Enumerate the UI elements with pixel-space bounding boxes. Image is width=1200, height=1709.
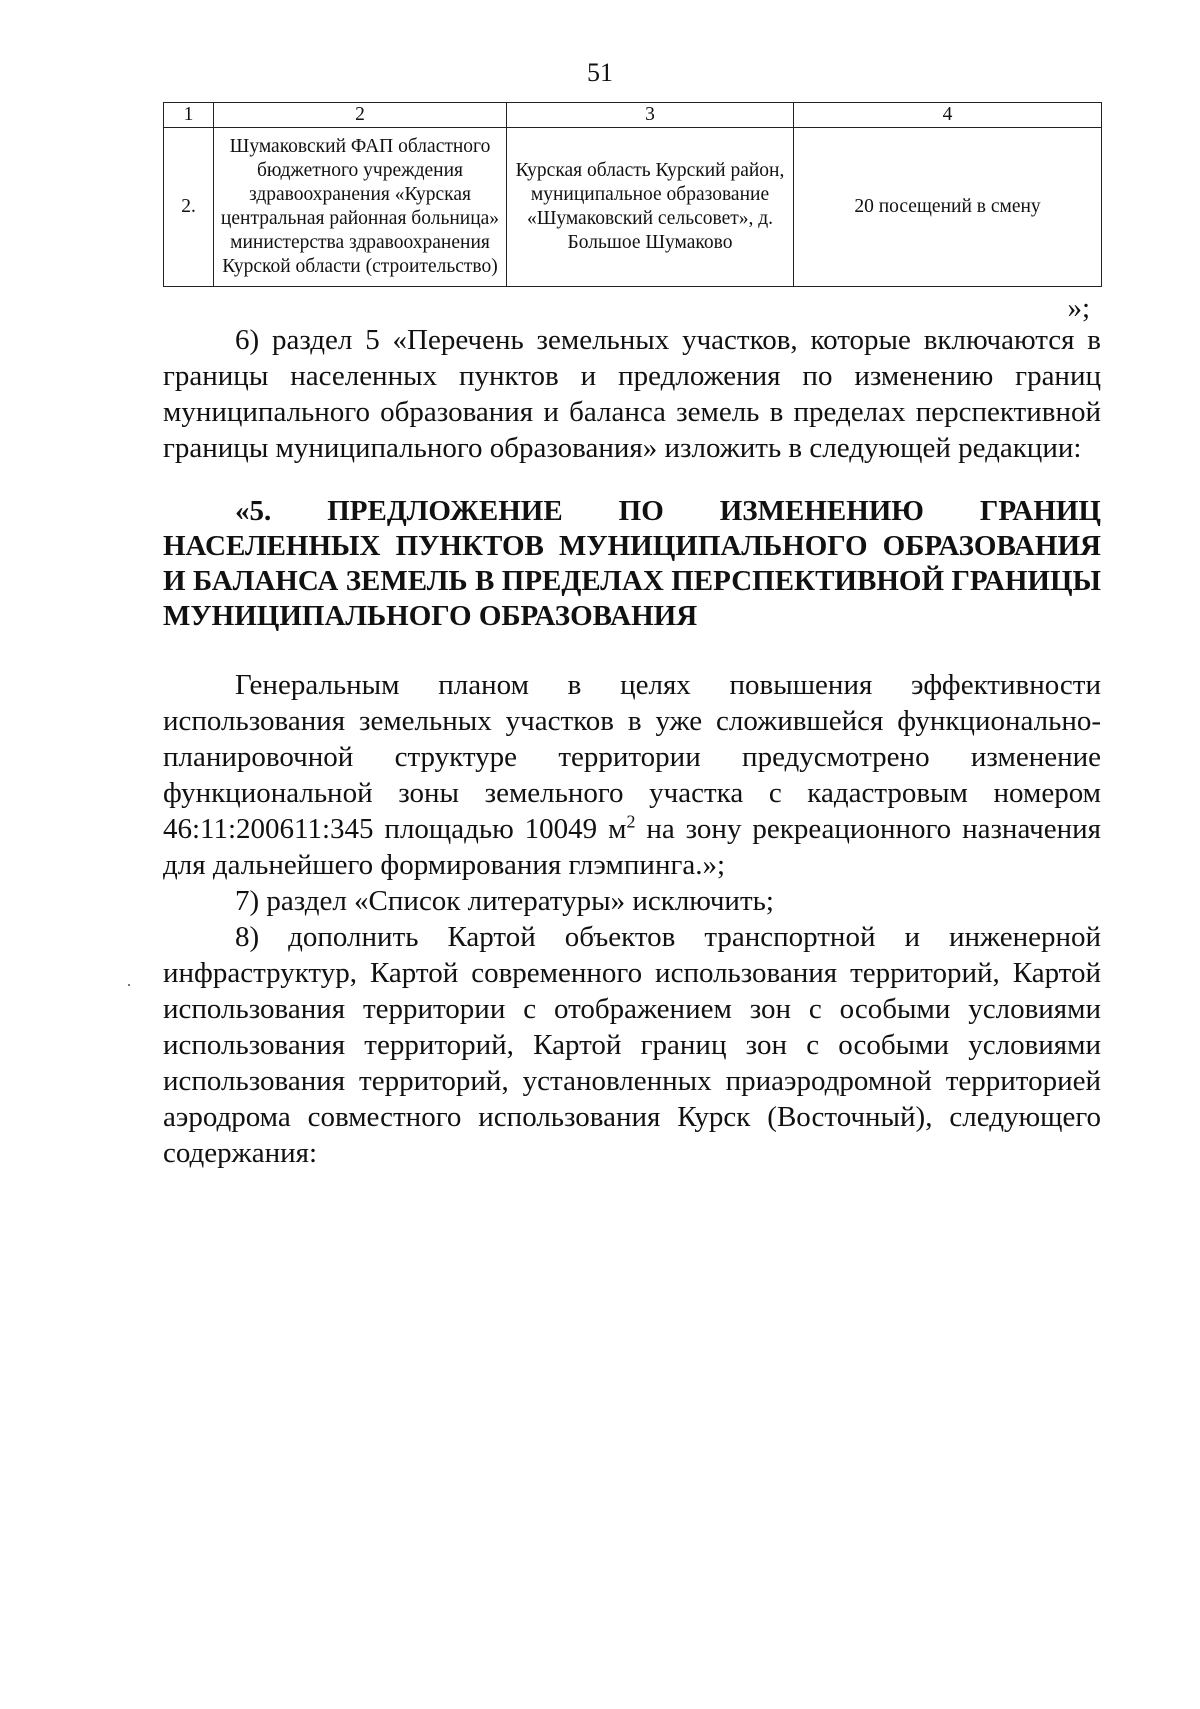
scan-speck xyxy=(128,984,130,986)
general-plan-text-part2: на зону рекреационного назначения для дальнейшего формирования глэмпинга.»; xyxy=(163,813,1101,881)
general-plan-text-part1: Генеральным планом в целях повышения эффективности использования земельных участков в уже сложившейся функционально-планировочной структуре территории предусмотрено изменение функциональной зоны земельного участка с кадастровым номером 46:11:200611:345 площадью 10049 м xyxy=(163,669,1101,845)
unit-superscript: 2 xyxy=(626,811,636,832)
table-header-cell: 4 xyxy=(794,103,1102,128)
general-plan-paragraph xyxy=(163,667,1101,883)
table-header-row xyxy=(164,103,1102,128)
section-5-heading: «5. ПРЕДЛОЖЕНИЕ ПО ИЗМЕНЕНИЮ ГРАНИЦ НАСЕЛЕННЫХ ПУНКТОВ МУНИЦИПАЛЬНОГО ОБРАЗОВАНИЯ И БАЛАНСА ЗЕМЕЛЬ В ПРЕДЕЛАХ ПЕРСПЕКТИВНОЙ ГРАНИЦЫ МУНИЦИПАЛЬНОГО ОБРАЗОВАНИЯ xyxy=(163,495,1101,632)
page-number: 51 xyxy=(587,58,613,87)
table-header-cell: 1 xyxy=(164,103,214,128)
facility-capacity-cell: 20 посещений в смену xyxy=(794,128,1102,287)
table-header-cell: 3 xyxy=(507,103,794,128)
table-row xyxy=(164,128,1102,287)
section-7-text: 7) раздел «Список литературы» исключить; xyxy=(235,885,774,917)
section-7-paragraph xyxy=(163,883,1101,919)
facility-name-cell: Шумаковский ФАП областного бюджетного учреждения здравоохранения «Курская центральная районная больница» министерства здравоохранения Курской области (строительство) xyxy=(214,128,507,287)
section-6-paragraph xyxy=(163,322,1101,466)
table-header-cell: 2 xyxy=(214,103,507,128)
row-number-cell: 2. xyxy=(164,128,214,287)
general-plan-text xyxy=(163,667,1101,883)
facility-location-cell: Курская область Курский район, муниципальное образование «Шумаковский сельсовет», д. Большое Шумаково xyxy=(507,128,794,287)
section-6-text: 6) раздел 5 «Перечень земельных участков, которые включаются в границы населенных пунктов и предложения по изменению границ муниципального образования и баланса земель в пределах перспективной границы муниципального образования» изложить в следующей редакции: xyxy=(163,324,1101,464)
section-8-text: 8) дополнить Картой объектов транспортной и инженерной инфраструктур, Картой современного использования территорий, Картой использования территории с отображением зон с особыми условиями использования территорий, Картой границ зон с особыми условиями использования территорий, установленных приаэродромной территорией аэродрома совместного использования Курск (Восточный), следующего содержания: xyxy=(163,921,1101,1169)
facilities-table xyxy=(163,102,1102,287)
section-8-paragraph xyxy=(163,919,1101,1171)
closing-quote: »; xyxy=(1067,292,1090,324)
